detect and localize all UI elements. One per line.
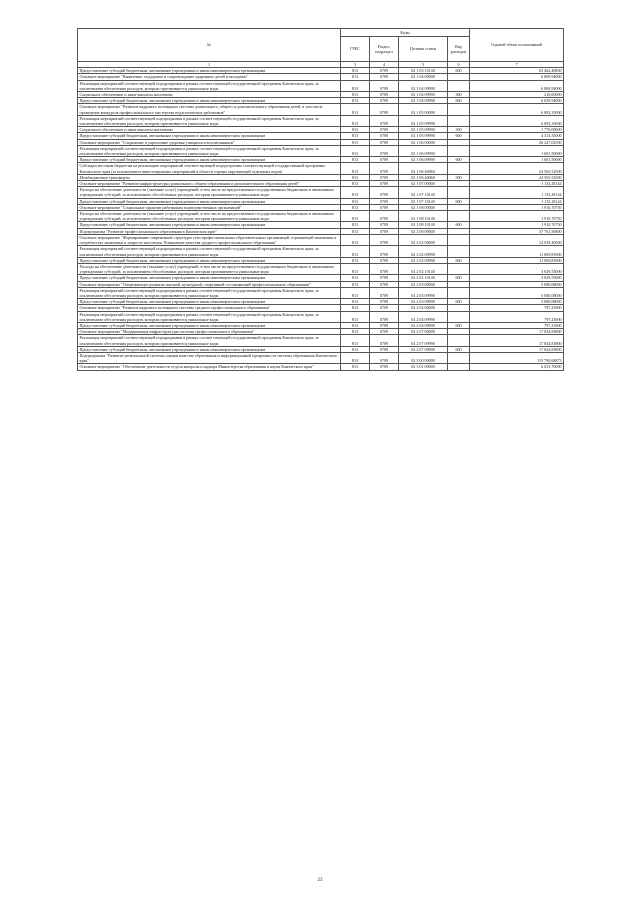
row-sum-cell: 11 009,85000 — [470, 246, 564, 257]
row-grbs-cell: 813 — [341, 139, 370, 145]
row-razdel-cell: 0709 — [370, 263, 399, 274]
row-target-cell: 02 2 02 10140 — [399, 275, 448, 281]
row-target-cell: 02 1 08 10140 — [399, 211, 448, 222]
row-vid-cell — [448, 364, 470, 370]
row-vid-cell — [448, 335, 470, 346]
row-grbs-cell: 813 — [341, 299, 370, 305]
row-target-cell: 02 1 04 09990 — [399, 80, 448, 91]
row-target-cell: 02 2 02 10140 — [399, 263, 448, 274]
row-razdel-cell: 0709 — [370, 299, 399, 305]
row-grbs-cell: 813 — [341, 329, 370, 335]
table-row — [78, 263, 564, 274]
header-annual: Годовой объем ассигнований — [470, 29, 564, 62]
row-sum-cell: 11 009,85000 — [470, 257, 564, 263]
table-row — [78, 145, 564, 156]
row-sum-cell: 1 770,00000 — [470, 127, 564, 133]
row-target-cell: 02 1 08 00000 — [399, 204, 448, 210]
row-target-cell: 02 1 08 10140 — [399, 222, 448, 228]
row-target-cell: 02 1 07 00000 — [399, 181, 448, 187]
row-razdel-cell: 0709 — [370, 222, 399, 228]
row-name-cell: Предоставление субсидий бюджетным, автономным учреждениям и иным некоммерческим организациям — [78, 198, 341, 204]
row-target-cell: 02 3 01 00000 — [399, 364, 448, 370]
table-row — [78, 335, 564, 346]
row-name-cell: Субсидии местным бюджетам на реализацию мероприятий соответствующей подпрограммы соответствующей государственной программы Камчатского края (за исключением инвестиционных мероприятий в области охраны окружающей отдельных кодов) — [78, 163, 341, 174]
row-razdel-cell: 0709 — [370, 157, 399, 163]
row-target-cell: 02 1 05 09990 — [399, 127, 448, 133]
row-target-cell: 02 1 07 10140 — [399, 187, 448, 198]
row-razdel-cell: 0709 — [370, 187, 399, 198]
row-target-cell: 02 1 03 10140 — [399, 68, 448, 74]
row-grbs-cell: 813 — [341, 222, 370, 228]
row-grbs-cell: 813 — [341, 305, 370, 311]
row-sum-cell: 6 869,94000 — [470, 80, 564, 91]
row-razdel-cell: 0709 — [370, 234, 399, 245]
row-sum-cell: 5 080,08000 — [470, 287, 564, 298]
header-codes: Коды — [341, 29, 470, 37]
row-grbs-cell: 813 — [341, 104, 370, 115]
row-vid-cell: 600 — [448, 198, 470, 204]
row-grbs-cell: 813 — [341, 211, 370, 222]
header-target: Целевая статья — [399, 37, 448, 62]
row-vid-cell: 600 — [448, 98, 470, 104]
row-razdel-cell: 0709 — [370, 104, 399, 115]
row-sum-cell: 5 080,08000 — [470, 299, 564, 305]
row-vid-cell: 600 — [448, 299, 470, 305]
row-sum-cell: 37 761,56800 — [470, 228, 564, 234]
row-target-cell: 02 1 04 00000 — [399, 74, 448, 80]
row-grbs-cell: 813 — [341, 352, 370, 363]
row-vid-cell: 600 — [448, 257, 470, 263]
table-row — [78, 115, 564, 126]
row-sum-cell: 4 313,35000 — [470, 133, 564, 139]
row-name-cell: Реализация мероприятий соответствующей подпрограммы в рамках соответствующей государственной программы Камчатского края, за исключением обеспечения расходов, которым присваиваются уникальные коды — [78, 311, 341, 322]
row-grbs-cell: 813 — [341, 115, 370, 126]
header-razdel: Раздел, подраздел — [370, 37, 399, 62]
row-razdel-cell: 0709 — [370, 127, 399, 133]
row-grbs-cell: 813 — [341, 157, 370, 163]
row-razdel-cell: 0709 — [370, 311, 399, 322]
row-razdel-cell: 0709 — [370, 204, 399, 210]
row-sum-cell: 3 029,55000 — [470, 275, 564, 281]
row-sum-cell: 797,25000 — [470, 305, 564, 311]
row-target-cell: 02 2 03 09990 — [399, 299, 448, 305]
row-razdel-cell: 0709 — [370, 92, 399, 98]
row-name-cell: Основное мероприятие "Сохранение и укрепление здоровья учащихся и воспитанников" — [78, 139, 341, 145]
row-vid-cell — [448, 246, 470, 257]
row-vid-cell: 600 — [448, 275, 470, 281]
row-grbs-cell: 813 — [341, 92, 370, 98]
row-grbs-cell: 813 — [341, 228, 370, 234]
row-razdel-cell: 0709 — [370, 174, 399, 180]
row-razdel-cell: 0709 — [370, 115, 399, 126]
row-grbs-cell: 813 — [341, 335, 370, 346]
header-grbs: ГРБС — [341, 37, 370, 62]
row-name-cell: Основное мероприятие "Развитие кадрового потенциала системы среднего профессионального образования" — [78, 305, 341, 311]
row-vid-cell: 600 — [448, 222, 470, 228]
row-grbs-cell: 813 — [341, 204, 370, 210]
row-vid-cell — [448, 211, 470, 222]
row-razdel-cell: 0709 — [370, 346, 399, 352]
row-target-cell: 02 2 07 09990 — [399, 346, 448, 352]
row-grbs-cell: 813 — [341, 275, 370, 281]
row-sum-cell: 1 910,70750 — [470, 211, 564, 222]
row-target-cell: 02 1 06 09990 — [399, 157, 448, 163]
budget-table — [77, 28, 564, 371]
index-cell: 3 — [341, 62, 370, 68]
row-name-cell: Реализация мероприятий соответствующей подпрограммы в рамках соответствующей государственной программы Камчатского края, за исключением обеспечения расходов, которым присваиваются уникальные коды — [78, 246, 341, 257]
row-grbs-cell: 813 — [341, 311, 370, 322]
row-vid-cell — [448, 163, 470, 174]
row-target-cell: 02 1 04 09990 — [399, 98, 448, 104]
table-row — [78, 234, 564, 245]
row-sum-cell: 6 659,94000 — [470, 98, 564, 104]
row-sum-cell: 17 844,83800 — [470, 335, 564, 346]
table-row — [78, 246, 564, 257]
row-target-cell: 02 2 04 09990 — [399, 322, 448, 328]
index-cell: 5 — [399, 62, 448, 68]
row-name-cell: Межбюджетные трансферты — [78, 174, 341, 180]
index-cell: 6 — [448, 62, 470, 68]
row-vid-cell: 600 — [448, 322, 470, 328]
row-sum-cell: 1 133,28144 — [470, 198, 564, 204]
row-sum-cell: 1 133,28144 — [470, 187, 564, 198]
row-name-cell: Предоставление субсидий бюджетным, автономным учреждениям и иным некоммерческим организациям — [78, 346, 341, 352]
row-name-cell: Основное мероприятие "Обеспечение деятельности отдела контроля и надзора Министерства образования и науки Камчатского края" — [78, 364, 341, 370]
row-vid-cell — [448, 263, 470, 274]
row-vid-cell — [448, 234, 470, 245]
row-grbs-cell: 813 — [341, 246, 370, 257]
row-name-cell: Предоставление субсидий бюджетным, автономным учреждениям и иным некоммерческим организациям — [78, 257, 341, 263]
row-grbs-cell: 813 — [341, 234, 370, 245]
row-name-cell: Предоставление субсидий бюджетным, автономным учреждениям и иным некоммерческим организациям — [78, 133, 341, 139]
row-sum-cell: 5 080,08000 — [470, 281, 564, 287]
row-sum-cell: 1 133,28144 — [470, 181, 564, 187]
row-razdel-cell: 0709 — [370, 329, 399, 335]
row-vid-cell — [448, 80, 470, 91]
row-razdel-cell: 0709 — [370, 181, 399, 187]
index-cell: 7 — [470, 62, 564, 68]
row-sum-cell: 24 565,52500 — [470, 174, 564, 180]
row-target-cell: 02 1 06 40060 — [399, 174, 448, 180]
row-name-cell: Предоставление субсидий бюджетным, автономным учреждениям и иным некоммерческим организациям — [78, 68, 341, 74]
row-name-cell: Реализация мероприятий соответствующей подпрограммы в рамках соответствующей государственной программы Камчатского края, за исключением обеспечения расходов, которым присваиваются уникальные коды — [78, 145, 341, 156]
table-row — [78, 364, 564, 370]
row-name-cell: Расходы на обеспечение деятельности (оказание услуг) учреждений, в том числе на предоставление государственным бюджетным и автономным учреждениям субсидий, за исключением обособленных расходов, которым присваиваются уникальные коды — [78, 187, 341, 198]
row-target-cell: 02 2 00 00000 — [399, 228, 448, 234]
table-row — [78, 211, 564, 222]
row-grbs-cell: 813 — [341, 74, 370, 80]
row-grbs-cell: 813 — [341, 287, 370, 298]
row-name-cell: Предоставление субсидий бюджетным, автономным учреждениям и иным некоммерческим организациям — [78, 157, 341, 163]
row-grbs-cell: 813 — [341, 174, 370, 180]
row-grbs-cell: 813 — [341, 68, 370, 74]
table-row — [78, 80, 564, 91]
row-razdel-cell: 0709 — [370, 257, 399, 263]
index-cell: 4 — [370, 62, 399, 68]
row-name-cell: Основное мероприятие "Модернизация инфраструктуры системы профессионального образования" — [78, 329, 341, 335]
row-name-cell: Основное мероприятие "Развитие инфраструктуры дошкольного, общего образования и дополнительного образования детей" — [78, 181, 341, 187]
row-razdel-cell: 0709 — [370, 211, 399, 222]
row-target-cell: 02 2 03 00000 — [399, 281, 448, 287]
row-name-cell: Реализация мероприятий соответствующей подпрограммы в рамках соответствующей государственной программы Камчатского края, за исключением обеспечения расходов, которым присваиваются уникальные коды — [78, 335, 341, 346]
row-grbs-cell: 813 — [341, 257, 370, 263]
row-vid-cell — [448, 104, 470, 115]
row-sum-cell: 3 029,55000 — [470, 263, 564, 274]
row-razdel-cell: 0709 — [370, 287, 399, 298]
row-name-cell: Реализация мероприятий соответствующей подпрограммы в рамках соответствующей государственной программы Камчатского края, за исключением обеспечения расходов, которым присваиваются уникальные коды — [78, 115, 341, 126]
row-vid-cell: 500 — [448, 174, 470, 180]
row-grbs-cell: 813 — [341, 198, 370, 204]
row-name-cell: Предоставление субсидий бюджетным, автономным учреждениям и иным некоммерческим организациям — [78, 222, 341, 228]
row-razdel-cell: 0709 — [370, 352, 399, 363]
table-row — [78, 311, 564, 322]
row-name-cell: Расходы на обеспечение деятельности (оказание услуг) учреждений, в том числе на предоставление государственным бюджетным и автономным учреждениям субсидий, за исключением обособленных расходов, которым присваиваются уникальные коды — [78, 211, 341, 222]
row-grbs-cell: 813 — [341, 163, 370, 174]
row-grbs-cell: 813 — [341, 181, 370, 187]
row-razdel-cell: 0709 — [370, 364, 399, 370]
row-grbs-cell: 813 — [341, 145, 370, 156]
row-razdel-cell: 0709 — [370, 163, 399, 174]
row-name-cell: Реализация мероприятий соответствующей подпрограммы в рамках соответствующей государственной программы Камчатского края, за исключением обеспечения расходов, которым присваиваются уникальные коды — [78, 287, 341, 298]
page-number: 23 — [317, 878, 323, 883]
row-target-cell: 02 1 06 00000 — [399, 139, 448, 145]
row-razdel-cell: 0709 — [370, 275, 399, 281]
row-sum-cell: 115 790,68873 — [470, 352, 564, 363]
row-grbs-cell: 813 — [341, 322, 370, 328]
row-sum-cell: 65 462,40800 — [470, 68, 564, 74]
row-razdel-cell: 0709 — [370, 139, 399, 145]
row-grbs-cell: 813 — [341, 364, 370, 370]
row-target-cell: 02 2 07 09990 — [399, 335, 448, 346]
row-razdel-cell: 0709 — [370, 305, 399, 311]
row-name-cell: Основное мероприятие "Развитие кадрового потенциала системы дошкольного, общего и дополнительного образования детей, в том числе проведение конкурсов профессионального мастерства педагогических работников" — [78, 104, 341, 115]
row-razdel-cell: 0709 — [370, 145, 399, 156]
row-sum-cell: 6 869,94000 — [470, 74, 564, 80]
row-name-cell: Подпрограмма "Развитие профессионального образования в Камчатском крае" — [78, 228, 341, 234]
row-name-cell: Социальное обеспечение и иные выплаты населению — [78, 127, 341, 133]
row-vid-cell: 600 — [448, 157, 470, 163]
row-razdel-cell: 0709 — [370, 68, 399, 74]
row-name-cell: Основное мероприятие "Формирование современной структуры сети профессиональных образовательных организаций, отражающей изменения в потребностях экономики и запросах населения. Повышение качества среднего профессионального образования" — [78, 234, 341, 245]
row-name-cell: Предоставление субсидий бюджетным, автономным учреждениям и иным некоммерческим организациям — [78, 299, 341, 305]
row-name-cell: Подпрограмма "Развитие региональной системы оценки качества образования и информационной прозрачности системы образования Камчатского края" — [78, 352, 341, 363]
row-name-cell: Социальное обеспечение и иные выплаты населению — [78, 92, 341, 98]
table-row — [78, 352, 564, 363]
row-sum-cell: 17 844,83800 — [470, 329, 564, 335]
table-row — [78, 104, 564, 115]
row-target-cell: 02 1 05 09990 — [399, 133, 448, 139]
row-sum-cell: 6 083,35000 — [470, 104, 564, 115]
row-razdel-cell: 0709 — [370, 246, 399, 257]
budget-table-container — [77, 28, 563, 371]
row-target-cell: 02 1 04 09990 — [399, 92, 448, 98]
row-sum-cell: 24 565,52500 — [470, 163, 564, 174]
row-vid-cell: 600 — [448, 133, 470, 139]
row-name-cell: Предоставление субсидий бюджетным, автономным учреждениям и иным некоммерческим организациям — [78, 98, 341, 104]
row-razdel-cell: 0709 — [370, 133, 399, 139]
row-vid-cell: 600 — [448, 68, 470, 74]
row-vid-cell — [448, 352, 470, 363]
row-vid-cell: 300 — [448, 92, 470, 98]
row-name-cell: Реализация мероприятий соответствующей подпрограммы в рамках соответствующей государственной программы Камчатского края, за исключением обеспечения расходов, которым присваиваются уникальные коды — [78, 80, 341, 91]
row-sum-cell: 210,00000 — [470, 92, 564, 98]
row-sum-cell: 1 681,50000 — [470, 145, 564, 156]
row-name-cell: Расходы на обеспечение деятельности (оказание услуг) учреждений, в том числе на предоставление государственным бюджетным и автономным учреждениям субсидий, за исключением обособленных расходов, которым присваиваются уникальные коды — [78, 263, 341, 274]
row-sum-cell: 6 083,35000 — [470, 115, 564, 126]
table-row — [78, 287, 564, 298]
table-row — [78, 163, 564, 174]
row-vid-cell — [448, 311, 470, 322]
row-target-cell: 02 1 07 10140 — [399, 198, 448, 204]
row-razdel-cell: 0709 — [370, 228, 399, 234]
row-grbs-cell: 813 — [341, 281, 370, 287]
row-vid-cell — [448, 287, 470, 298]
row-grbs-cell: 813 — [341, 98, 370, 104]
row-sum-cell: 6 023,70000 — [470, 364, 564, 370]
row-target-cell: 02 1 06 40060 — [399, 163, 448, 174]
row-name-cell: Предоставление субсидий бюджетным, автономным учреждениям и иным некоммерческим организациям — [78, 275, 341, 281]
row-grbs-cell: 813 — [341, 346, 370, 352]
row-sum-cell: 1 910,70750 — [470, 204, 564, 210]
row-razdel-cell: 0709 — [370, 322, 399, 328]
row-target-cell: 02 2 04 09990 — [399, 311, 448, 322]
row-target-cell: 02 2 03 09990 — [399, 287, 448, 298]
row-target-cell: 02 2 07 00000 — [399, 329, 448, 335]
row-grbs-cell: 813 — [341, 187, 370, 198]
row-sum-cell: 797,25000 — [470, 311, 564, 322]
row-vid-cell: 300 — [448, 127, 470, 133]
row-grbs-cell: 813 — [341, 263, 370, 274]
row-target-cell: 02 2 02 00000 — [399, 234, 448, 245]
row-razdel-cell: 0709 — [370, 74, 399, 80]
row-grbs-cell: 813 — [341, 127, 370, 133]
row-razdel-cell: 0709 — [370, 98, 399, 104]
row-sum-cell: 1 681,50000 — [470, 157, 564, 163]
row-vid-cell: 600 — [448, 346, 470, 352]
row-target-cell: 02 1 05 00000 — [399, 104, 448, 115]
row-name-cell: Основное мероприятие "Опережающее развитие научной, культурной, спортивной составляющей профессионального образования" — [78, 281, 341, 287]
row-razdel-cell: 0709 — [370, 281, 399, 287]
row-vid-cell — [448, 145, 470, 156]
row-name-cell: Основное мероприятие "Социальные гарантии работникам подведомственных организаций" — [78, 204, 341, 210]
row-vid-cell — [448, 187, 470, 198]
row-sum-cell: 17 844,83800 — [470, 346, 564, 352]
row-sum-cell: 26 247,02500 — [470, 139, 564, 145]
row-razdel-cell: 0709 — [370, 198, 399, 204]
row-name-cell: Предоставление субсидий бюджетным, автономным учреждениям и иным некоммерческим организациям — [78, 322, 341, 328]
row-target-cell: 02 1 05 09990 — [399, 115, 448, 126]
header-num: № — [78, 29, 341, 62]
row-sum-cell: 797,25000 — [470, 322, 564, 328]
row-sum-cell: 1 910,70750 — [470, 222, 564, 228]
row-target-cell: 02 2 02 09990 — [399, 246, 448, 257]
row-grbs-cell: 813 — [341, 80, 370, 91]
row-razdel-cell: 0709 — [370, 335, 399, 346]
header-vid: Вид расходов — [448, 37, 470, 62]
table-row — [78, 187, 564, 198]
row-grbs-cell: 813 — [341, 133, 370, 139]
row-name-cell: Основное мероприятие "Выявление, поддержка и сопровождение одаренных детей и молодежи" — [78, 74, 341, 80]
index-cell: 1 — [78, 62, 341, 68]
row-target-cell: 02 2 02 09990 — [399, 257, 448, 263]
row-target-cell: 02 2 04 00000 — [399, 305, 448, 311]
row-target-cell: 02 1 06 09990 — [399, 145, 448, 156]
row-razdel-cell: 0709 — [370, 80, 399, 91]
row-sum-cell: 14 039,40000 — [470, 234, 564, 245]
row-target-cell: 02 3 00 00000 — [399, 352, 448, 363]
row-vid-cell — [448, 115, 470, 126]
